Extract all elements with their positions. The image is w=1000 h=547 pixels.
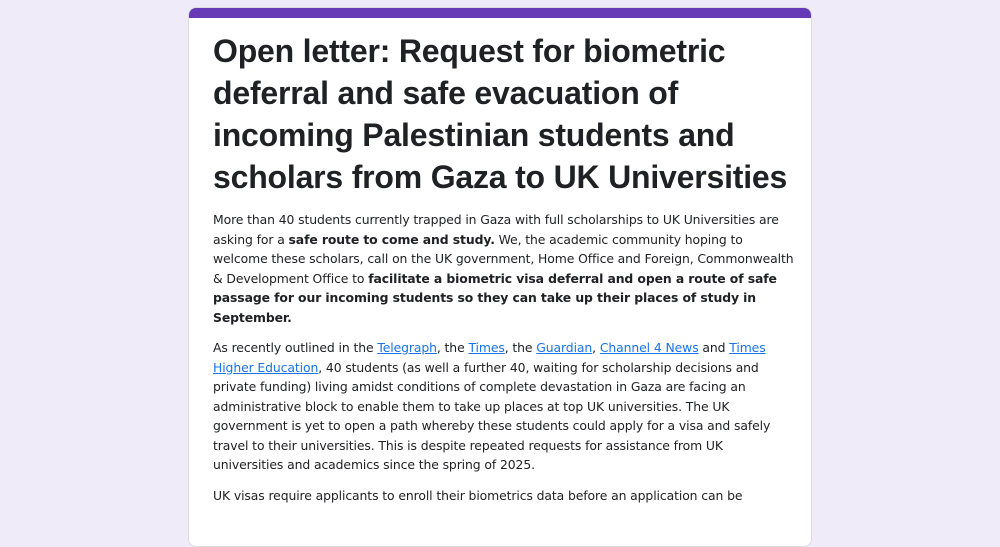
description-paragraph-3 <box>213 486 797 506</box>
times-link[interactable]: Times <box>468 340 505 355</box>
description-paragraph-2 <box>213 338 797 475</box>
description-paragraph-1 <box>213 210 797 327</box>
p1-bold-1: safe route to come and study. <box>288 231 495 247</box>
guardian-link[interactable]: Guardian <box>536 340 593 355</box>
p1-bold-2: facilitate a biometric visa deferral and open a route of safe passage for our incoming students so they can take up their places of study in September. <box>213 270 777 325</box>
p2-sep-3: , <box>592 340 600 355</box>
p2-sep-2: , the <box>504 340 537 355</box>
p2-sep-1: , the <box>436 340 469 355</box>
p2-sep-4: and <box>698 340 730 355</box>
p1-text-1: More than 40 students currently trapped in Gaza with full scholarships to UK Universities are asking for a <box>213 212 779 247</box>
form-header-card <box>188 7 812 547</box>
form-header-content <box>213 30 797 516</box>
p2-text-2: , 40 students (as well a further 40, waiting for scholarship decisions and private funding) living amidst conditions of complete devastation in Gaza are facing an administrative block to enable them to take up places at top UK universities. The UK government is yet to open a path whereby these students could apply for a visa and safely travel to their universities. This is despite repeated requests for assistance from UK universities and academics since the spring of 2025. <box>213 359 771 472</box>
channel4-news-link[interactable]: Channel 4 News <box>599 340 699 355</box>
form-description <box>213 210 797 505</box>
p2-text-1: As recently outlined in the <box>213 340 378 355</box>
telegraph-link[interactable]: Telegraph <box>377 340 437 355</box>
form-accent-bar <box>189 8 811 18</box>
p1-text-2: We, the academic community hoping to welcome these scholars, call on the UK government, Home Office and Foreign, Commonwealth & Development Office to <box>213 231 794 286</box>
times-higher-education-link[interactable]: Times Higher Education <box>213 340 766 375</box>
form-title: Open letter: Request for biometric deferral and safe evacuation of incoming Palestinian students and scholars from Gaza to UK Universities <box>213 33 788 195</box>
p3-text-1: UK visas require applicants to enroll their biometrics data before an application can be <box>213 487 743 503</box>
